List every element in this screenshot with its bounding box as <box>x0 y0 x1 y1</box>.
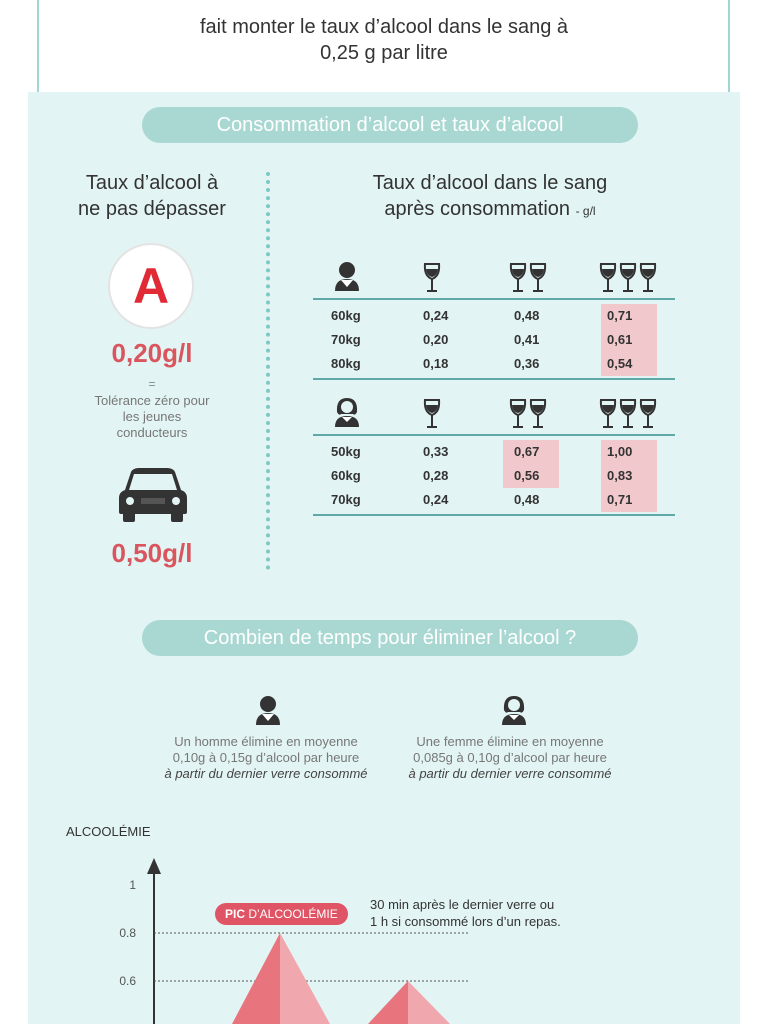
section1-title: Consommation d’alcool et taux d’alcool <box>142 107 638 143</box>
value-cell: 0,36 <box>514 356 540 371</box>
right-heading-line1: Taux d’alcool dans le sang <box>372 172 608 194</box>
young-driver-limit: 0,20g/l <box>111 338 193 368</box>
value-cell: 0,61 <box>607 332 633 347</box>
value-cell: 0,41 <box>514 332 540 347</box>
peak-note <box>370 896 561 930</box>
tolerance-line1: Tolérance zéro pour <box>94 393 210 408</box>
gridlines <box>154 933 470 981</box>
novice-driver-badge-icon: A <box>110 245 192 327</box>
peak-right-face <box>408 981 450 1024</box>
value-cell: 0,71 <box>607 492 633 507</box>
weight-cell: 70kg <box>331 332 361 347</box>
value-cell: 0,48 <box>514 308 540 323</box>
tolerance-line3: conducteurs <box>116 425 188 440</box>
value-cell: 0,83 <box>607 468 633 483</box>
man-line3: à partir du dernier verre consommé <box>164 766 368 781</box>
value-cell: 0,18 <box>423 356 449 371</box>
value-cell: 0,48 <box>514 492 540 507</box>
driver-limit: 0,50g/l <box>111 538 193 568</box>
peak-badge-text: D’ALCOOLÉMIE <box>245 907 338 921</box>
value-cell: 0,24 <box>423 492 449 507</box>
weight-cell: 70kg <box>331 492 361 507</box>
man-line1: Un homme élimine en moyenne <box>174 734 358 749</box>
y-tick-label: 0.6 <box>119 974 136 988</box>
man-line2: 0,10g à 0,15g d’alcool par heure <box>172 750 360 765</box>
unit-label: - g/l <box>575 204 596 218</box>
peaks <box>232 933 450 1024</box>
peak-left-face <box>232 933 280 1024</box>
woman-line3: à partir du dernier verre consommé <box>408 766 612 781</box>
peak-left-face <box>368 981 408 1024</box>
intro-line-1: fait monter le taux d’alcool dans le sang à <box>200 16 568 38</box>
weight-cell: 80kg <box>331 356 361 371</box>
y-axis-arrow-icon <box>147 858 161 874</box>
y-tick-label: 1 <box>129 878 136 892</box>
value-cell: 0,33 <box>423 444 449 459</box>
value-cell: 0,20 <box>423 332 449 347</box>
section2-title: Combien de temps pour éliminer l’alcool ? <box>142 620 638 656</box>
value-cell: 0,71 <box>607 308 633 323</box>
peak-note-line1: 30 min après le dernier verre ou <box>370 897 555 912</box>
y-tick-label: 0.8 <box>119 926 136 940</box>
value-cell: 0,56 <box>514 468 540 483</box>
peak-badge <box>215 903 348 925</box>
weight-cell: 60kg <box>331 308 361 323</box>
value-cell: 0,24 <box>423 308 449 323</box>
peak-badge-bold: PIC <box>225 907 246 921</box>
peak-note-line2: 1 h si consommé lors d’un repas. <box>370 914 561 929</box>
weight-cell: 60kg <box>331 468 361 483</box>
tolerance-line2: les jeunes <box>122 409 182 424</box>
value-cell: 0,54 <box>607 356 633 371</box>
value-cell: 0,28 <box>423 468 449 483</box>
ticks <box>119 878 136 988</box>
weight-cell: 50kg <box>331 444 361 459</box>
equals-sign: = <box>148 377 156 391</box>
right-heading-text: après consommation <box>384 198 571 220</box>
value-cell: 0,67 <box>514 444 540 459</box>
intro-line-2: 0,25 g par litre <box>320 42 448 64</box>
peak-right-face <box>280 933 330 1024</box>
left-heading-line2: ne pas dépasser <box>78 198 226 220</box>
value-cell: 1,00 <box>607 444 633 459</box>
woman-line1: Une femme élimine en moyenne <box>416 734 604 749</box>
left-heading-line1: Taux d’alcool à <box>85 172 219 194</box>
woman-line2: 0,085g à 0,10g d’alcool par heure <box>413 750 607 765</box>
chart-ylabel: ALCOOLÉMIE <box>66 824 151 839</box>
